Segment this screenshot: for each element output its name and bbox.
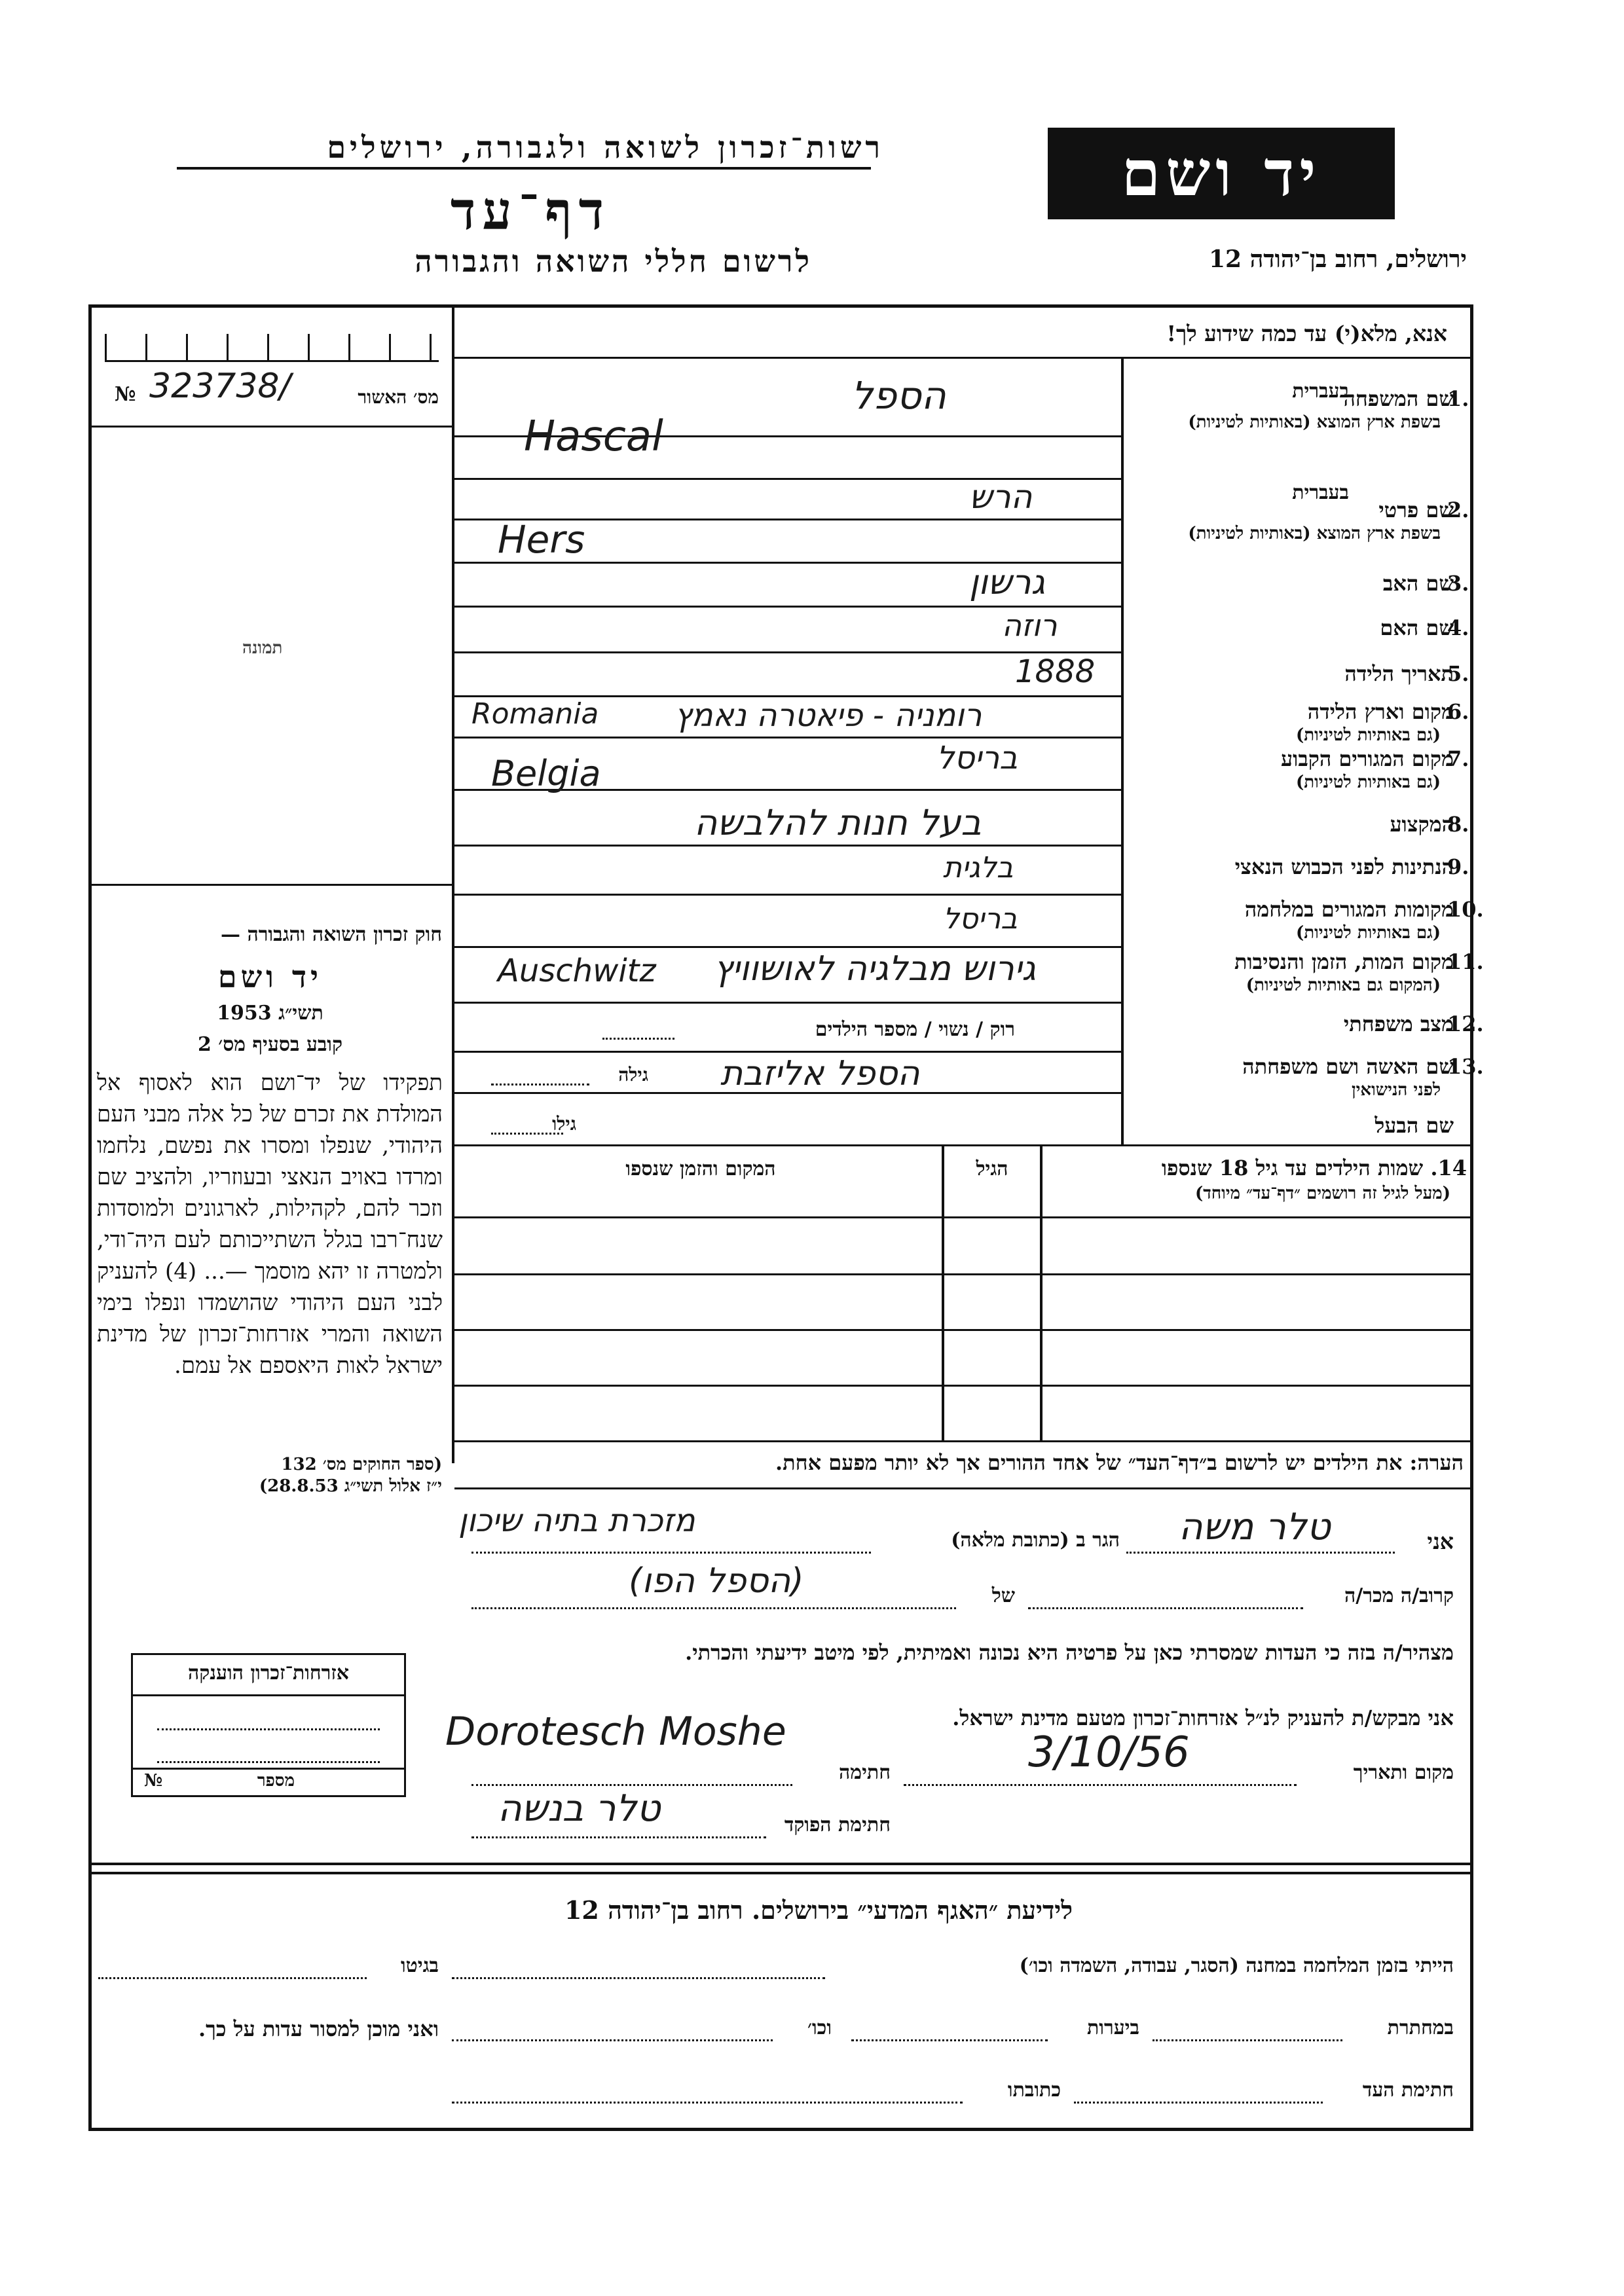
box-line [157, 1761, 380, 1763]
hw-officer: טלר בנשה [498, 1787, 661, 1830]
decl-officer-line [471, 1836, 766, 1838]
decl-address-line [471, 1552, 871, 1554]
decl-officer: חתימת הפוקד [784, 1813, 891, 1836]
field-label: מצב משפחתי [1343, 1011, 1454, 1036]
field-label: מקום וארץ הלידה [1307, 699, 1454, 724]
photo-bottom-rule [92, 884, 452, 886]
hw-wartime: בריסל [943, 902, 1018, 936]
decl-name-line [1126, 1552, 1395, 1554]
footer-witness-sig: חתימת העד [1362, 2079, 1454, 2102]
row-rule [454, 1487, 1473, 1489]
hw-residence-he: בריסל [936, 740, 1018, 776]
hw-surname-lat: Hascal [524, 412, 663, 461]
photo-top-rule [92, 426, 452, 428]
row-rule [454, 1144, 1473, 1146]
field-label: שם המשפחה [1343, 386, 1454, 411]
law-year: תשי״ג 1953 [217, 1002, 323, 1025]
field-label: שם הבעל [1375, 1113, 1454, 1138]
hw-witness-name: טלר משה [1179, 1506, 1331, 1548]
form-title: דף־עד [450, 180, 611, 242]
col-divider [1040, 1144, 1043, 1442]
wife-age-line [491, 1084, 589, 1085]
box-rule [131, 1694, 406, 1696]
label-column-divider [1121, 357, 1124, 1146]
row-rule [454, 1273, 1473, 1275]
citizenship-box-title: אזרחות־זכרון הוענקה [187, 1662, 350, 1685]
hw-surname-he: הספל [851, 373, 946, 418]
hw-citizenship: בלגית [943, 851, 1014, 884]
header-address: ירושלים, רחוב בן־יהודה 12 [1208, 246, 1467, 273]
decl-of: של [991, 1584, 1015, 1607]
intro-rule [452, 357, 1473, 359]
field-note: (גם באותיות לטיניות) [1295, 773, 1441, 792]
field-label: מקומות המגורים במלחמה [1244, 897, 1454, 922]
field-number: 12. [1447, 1011, 1484, 1036]
children-age-col: הגיל [976, 1157, 1008, 1180]
field-number: 11. [1447, 949, 1484, 974]
law-heading: חוק זכרון השואה והגבורה — [221, 923, 442, 946]
row-rule [454, 1440, 1473, 1442]
hw-father: גרשון [969, 563, 1045, 602]
footer-ghetto-line [98, 1977, 367, 1979]
footer-etc-line [452, 2039, 773, 2041]
hw-date: 3/10/56 [1028, 1728, 1190, 1777]
decl-date-line [904, 1784, 1297, 1786]
footer-sig-line [1074, 2102, 1323, 2104]
decl-relative: קרוב/ה מכר/ה [1344, 1584, 1454, 1607]
decl-i: אני [1427, 1529, 1454, 1554]
field-label: שם פרטי [1378, 498, 1454, 522]
field-note: לפני הנישואין [1351, 1080, 1441, 1100]
husband-age-label: גילו [552, 1113, 576, 1135]
registration-label: מס׳ האשור [358, 386, 439, 408]
law-source: (ספר החוקים מס׳ 132 [281, 1455, 442, 1474]
field-note: בשפת ארץ המוצא (באותיות לטיניות) [1188, 524, 1441, 543]
box-number-label: מספר [257, 1771, 295, 1791]
field-label: שם האם [1380, 615, 1454, 640]
field-label: תאריך הלידה [1344, 661, 1454, 686]
left-column-divider [452, 308, 454, 1463]
row-rule [454, 845, 1121, 847]
field-number: 4. [1447, 615, 1469, 640]
hebrew-label: בעברית [1292, 481, 1349, 504]
children-note: (מעל לגיל זה רושמים ״דף־עד״ מיוחד) [1194, 1184, 1450, 1203]
hw-given-lat: Hers [498, 517, 585, 562]
row-rule [454, 737, 1121, 738]
footer-ghetto: בגיטו [400, 1954, 439, 1977]
registration-ticks [105, 334, 439, 362]
row-rule [454, 946, 1121, 948]
footer-address: כתובתו [1007, 2079, 1061, 2102]
footer-underground: במחתרת [1387, 2016, 1454, 2039]
footer-double-rule [88, 1863, 1473, 1874]
decl-request: אני מבקש/ת להעניק לנ״ל אזרחות־זכרון מטעם מדינת ישראל. [952, 1705, 1454, 1730]
footer-camp-line [452, 1977, 825, 1979]
footer-address-line [452, 2102, 963, 2104]
field-number: 8. [1447, 812, 1469, 837]
law-source-date: י״ז אלול תשי״ג 28.8.53) [259, 1476, 442, 1496]
hw-birthplace-lat: Romania [471, 697, 599, 731]
hw-wife: הספל אליזבת [720, 1054, 920, 1093]
footer-line1: הייתי בזמן המלחמה במחנה (הסגר, עבודה, השמדה וכו׳) [1019, 1954, 1454, 1977]
yad-vashem-logo: יד ושם [1048, 128, 1395, 219]
org-name: רשות־זכרון לשואה ולגבורה, ירושלים [327, 130, 884, 165]
footer-forests: ביערות [1086, 2016, 1139, 2039]
field-number: 9. [1447, 854, 1469, 879]
field-label: שם האב [1382, 571, 1454, 596]
field-number: 3. [1447, 571, 1469, 596]
children-header: 14. שמות הילדים עד גיל 18 שנספו [1161, 1156, 1467, 1180]
law-clause: קובע בסעיף מס׳ 2 [197, 1033, 343, 1056]
field-note: (המקום גם באותיות לטיניות) [1246, 975, 1441, 995]
field-number: 1. [1447, 386, 1469, 411]
row-rule [454, 894, 1121, 896]
field-note: בשפת ארץ המוצא (באותיות לטיניות) [1188, 412, 1441, 432]
field-note: (גם באותיות לטיניות) [1295, 923, 1441, 943]
hw-relation: (הספל הפו) [629, 1561, 804, 1601]
field-label: שם האשה ושם משפחתה [1242, 1054, 1454, 1079]
hw-mother: רוזה [1002, 608, 1058, 643]
row-rule [454, 1216, 1473, 1218]
decl-signature-line [471, 1784, 792, 1786]
wife-age-label: גילה [618, 1064, 648, 1085]
decl-of-line [471, 1607, 956, 1609]
footer-etc: וכו׳ [807, 2016, 832, 2039]
field-number: 7. [1447, 746, 1469, 771]
remark: הערה: את הילדים יש לרשום ב״דף־העד״ של אחד ההורים אך לא יותר מפעם אחת. [775, 1450, 1464, 1475]
footer-underground-line [1153, 2039, 1342, 2041]
field-number: 2. [1447, 498, 1469, 522]
row-rule [454, 1329, 1473, 1331]
col-divider [942, 1144, 944, 1442]
footer-title: לידיעת ״האגף המדעי״ בירושלים. רחוב בן־יהודה 12 [564, 1895, 1073, 1925]
form-subtitle: לרשום חללי השואה והגבורה [415, 244, 812, 279]
hw-profession: בעל חנות להלבשה [694, 802, 982, 843]
decl-relative-line [1028, 1607, 1303, 1609]
row-rule [454, 1051, 1121, 1053]
row-rule [454, 1385, 1473, 1387]
field-label: המקצוע [1390, 812, 1454, 837]
field-number: 6. [1447, 699, 1469, 724]
form-intro: אנא, מלא(י) עד כמה שידוע לך! [1166, 321, 1447, 346]
children-place-col: המקום והזמן שנספו [625, 1157, 776, 1180]
box-number-sign: № [144, 1771, 163, 1791]
hw-given-he: הרש [969, 478, 1033, 516]
field-note: (גם באותיות לטיניות) [1295, 725, 1441, 745]
row-rule [454, 1002, 1121, 1004]
marital-options: רוק / נשוי / מספר הילדים [815, 1018, 1015, 1041]
box-line [157, 1728, 380, 1730]
field-number: 5. [1447, 661, 1469, 686]
registration-number: 323738/ [149, 367, 291, 406]
field-label: מקום המות, הזמן והנסיבות [1234, 949, 1454, 974]
field-number: 13. [1447, 1054, 1484, 1079]
box-rule [131, 1768, 406, 1770]
field-label: הנתינות לפני הכבוש הנאצי [1234, 854, 1454, 879]
decl-place-date: מקום ותאריך [1353, 1761, 1454, 1784]
photo-label: תמונה [242, 638, 283, 658]
header-rule [177, 167, 871, 170]
decl-signature: חתימה [839, 1761, 891, 1784]
footer-forests-line [851, 2039, 1048, 2041]
hw-death: גירוש מבלגיה לאושוויץ [714, 949, 1036, 989]
law-name: יד ושם [217, 959, 323, 994]
hw-signature: Dorotesch Moshe [445, 1709, 786, 1755]
hebrew-label: בעברית [1292, 380, 1349, 403]
number-sign: № [115, 383, 136, 406]
footer-ready: ואני מוכן למסור עדות על כך. [198, 2016, 439, 2041]
field-number: 10. [1447, 897, 1484, 922]
decl-residing: הגר ב (כתובת מלאה) [951, 1529, 1120, 1552]
hw-death-lat: Auschwitz [498, 953, 656, 989]
children-count-line [602, 1038, 674, 1040]
hw-birth-year: 1888 [1015, 653, 1096, 690]
hw-witness-address: מזכרת בתיה שיכון [458, 1503, 695, 1539]
husband-age-line [491, 1133, 563, 1135]
hw-residence-lat: Belgia [491, 753, 601, 794]
field-label: מקום המגורים הקבוע [1281, 746, 1454, 771]
law-text: תפקידו של יד־ושם הוא לאסוף אל המולדת את זכרם של כל אלה מבני העם היהודי, שנפלו ומסרו את נפשם, נלחמו ומרדו באויב הנאצי ובעוזריו, ולהציב שם וזכר להם, לקהילות, לארגונים ולמוסדות שנח־רבו בגלל השתייכותם לעם היה־ודי, ולמטרה זו יהא מוסמך —... (4) להעניק לבני העם היהודי שהושמדו ונפלו בימי השואה והמרי אזרחות־זכרון של מדינת ישראל לאות היאספם אל עמם. [97, 1070, 443, 1379]
decl-statement: מצהיר/ה בזה כי העדות שמסרתי כאן על פרטיה היא נכונה ואמיתית, לפי מיטב ידיעתי והכרתי. [685, 1640, 1454, 1665]
hw-birthplace: רומניה - פיאטרה נאמץ [674, 697, 982, 734]
